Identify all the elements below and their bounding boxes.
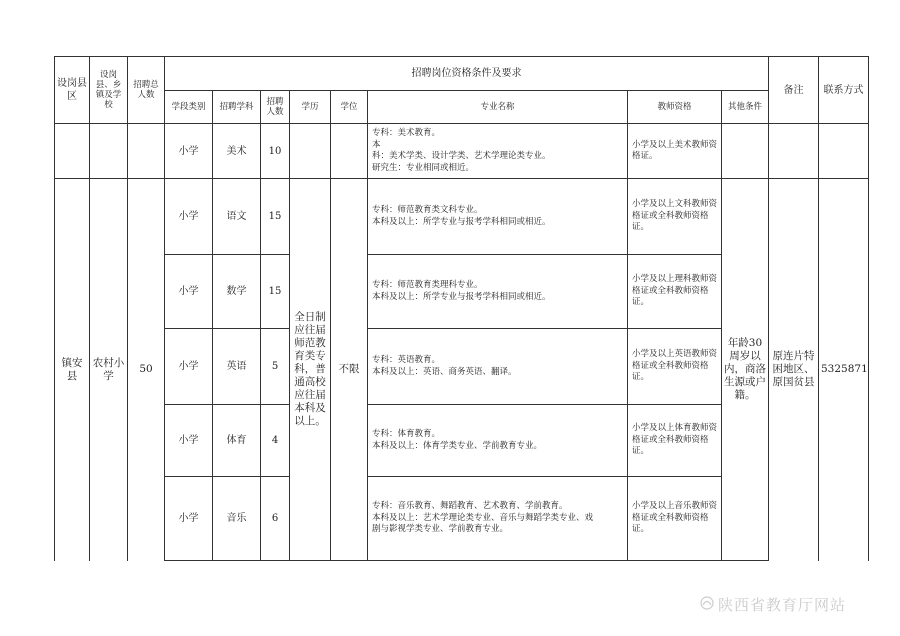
remarks-cell: 原连片特困地区、原国贫县 xyxy=(769,179,819,561)
other-cell: 年龄30周岁以内，商洛生源或户籍。 xyxy=(722,179,769,561)
school-cell xyxy=(90,124,128,179)
remarks-cell xyxy=(769,124,819,179)
teacher-qual-cell: 小学及以上理科教师资格证或全科教师资格证。 xyxy=(628,255,722,329)
degree-cell xyxy=(331,124,368,179)
stage-cell: 小学 xyxy=(165,255,213,329)
stage-cell: 小学 xyxy=(165,329,213,405)
school-cell: 农村小学 xyxy=(90,179,128,561)
header-count: 招聘人数 xyxy=(261,91,290,124)
major-cell xyxy=(368,329,628,405)
stage-cell: 小学 xyxy=(165,477,213,561)
major-cell xyxy=(368,405,628,477)
major-line: 剧与影视学类专业、学前教育专业。 xyxy=(372,524,509,535)
stage-cell: 小学 xyxy=(165,405,213,477)
major-line: 专科：体育教育。 xyxy=(372,429,441,439)
count-cell: 5 xyxy=(261,329,290,405)
header-education: 学历 xyxy=(290,91,331,124)
subject-cell: 音乐 xyxy=(213,477,261,561)
total-cell: 50 xyxy=(128,179,165,561)
major-cell xyxy=(368,124,628,179)
header-row-1 xyxy=(55,57,869,91)
major-line: 本科及以上：艺术学理论类专业、音乐与舞蹈学类专业、戏 xyxy=(372,512,594,523)
header-total: 招聘总人数 xyxy=(128,57,165,124)
header-other: 其他条件 xyxy=(722,91,769,124)
header-contact: 联系方式 xyxy=(819,57,869,124)
subject-cell: 语文 xyxy=(213,179,261,255)
major-line: 本科及以上：所学专业与报考学科相同或相近。 xyxy=(372,216,551,227)
header-stage: 学段类别 xyxy=(165,91,213,124)
major-line: 专科：师范教育类文科专业。 xyxy=(372,205,483,215)
count-cell: 15 xyxy=(261,255,290,329)
subject-cell: 英语 xyxy=(213,329,261,405)
count-cell: 15 xyxy=(261,179,290,255)
major-line: 专科：音乐教育、舞蹈教育、艺术教育、学前教育。 xyxy=(372,501,568,512)
county-cell xyxy=(55,124,90,179)
major-line: 专科：美术教育。 本 xyxy=(372,128,623,150)
total-cell xyxy=(128,124,165,179)
stage-cell: 小学 xyxy=(165,179,213,255)
contact-cell xyxy=(819,124,869,179)
major-line: 本科及以上：所学专业与报考学科相同或相近。 xyxy=(372,291,551,302)
major-line: 专科：师范教育类理科专业。 xyxy=(372,280,483,290)
degree-cell: 不限 xyxy=(331,179,368,561)
other-cell xyxy=(722,124,769,179)
major-cell xyxy=(368,255,628,329)
teacher-qual-cell: 小学及以上文科教师资格证或全科教师资格证。 xyxy=(628,179,722,255)
education-cell: 全日制应往届师范教育类专科，普通高校应往届本科及以上。 xyxy=(290,179,331,561)
header-town-school: 设岗县、乡镇及学校 xyxy=(90,57,128,124)
count-cell: 6 xyxy=(261,477,290,561)
teacher-qual-cell: 小学及以上美术教师资格证。 xyxy=(628,124,722,179)
table-row xyxy=(55,124,869,179)
major-line: 本科及以上：体育学类专业、学前教育专业。 xyxy=(372,440,543,451)
major-line: 研究生：专业相同或相近。 xyxy=(372,162,475,173)
subject-cell: 数学 xyxy=(213,255,261,329)
contact-cell: 5325871 xyxy=(819,179,869,561)
recruitment-table xyxy=(54,56,869,561)
header-teacher-qual: 教师资格 xyxy=(628,91,722,124)
major-line: 科：美术学类、设计学类、艺术学理论类专业。 xyxy=(372,151,551,161)
major-line: 本科及以上：英语、商务英语、翻译。 xyxy=(372,366,517,377)
header-remarks: 备注 xyxy=(769,57,819,124)
county-cell: 镇安县 xyxy=(55,179,90,561)
major-cell xyxy=(368,179,628,255)
education-cell xyxy=(290,124,331,179)
teacher-qual-cell: 小学及以上英语教师资格证或全科教师资格证。 xyxy=(628,329,722,405)
header-subject: 招聘学科 xyxy=(213,91,261,124)
header-conditions: 招聘岗位资格条件及要求 xyxy=(165,57,769,91)
teacher-qual-cell: 小学及以上音乐教师资格证或全科教师资格证。 xyxy=(628,477,722,561)
header-degree: 学位 xyxy=(331,91,368,124)
major-line: 专科：英语教育。 xyxy=(372,355,441,365)
subject-cell: 美术 xyxy=(213,124,261,179)
stage-cell: 小学 xyxy=(165,124,213,179)
table-row xyxy=(55,179,869,255)
header-major: 专业名称 xyxy=(368,91,628,124)
count-cell: 4 xyxy=(261,405,290,477)
logo-icon xyxy=(700,596,714,610)
header-county: 设岗县区 xyxy=(55,57,90,124)
major-cell xyxy=(368,477,628,561)
count-cell: 10 xyxy=(261,124,290,179)
teacher-qual-cell: 小学及以上体育教师资格证或全科教师资格证。 xyxy=(628,405,722,477)
site-watermark: 陕西省教育厅网站 xyxy=(718,596,847,614)
header-row-2 xyxy=(55,91,869,124)
subject-cell: 体育 xyxy=(213,405,261,477)
